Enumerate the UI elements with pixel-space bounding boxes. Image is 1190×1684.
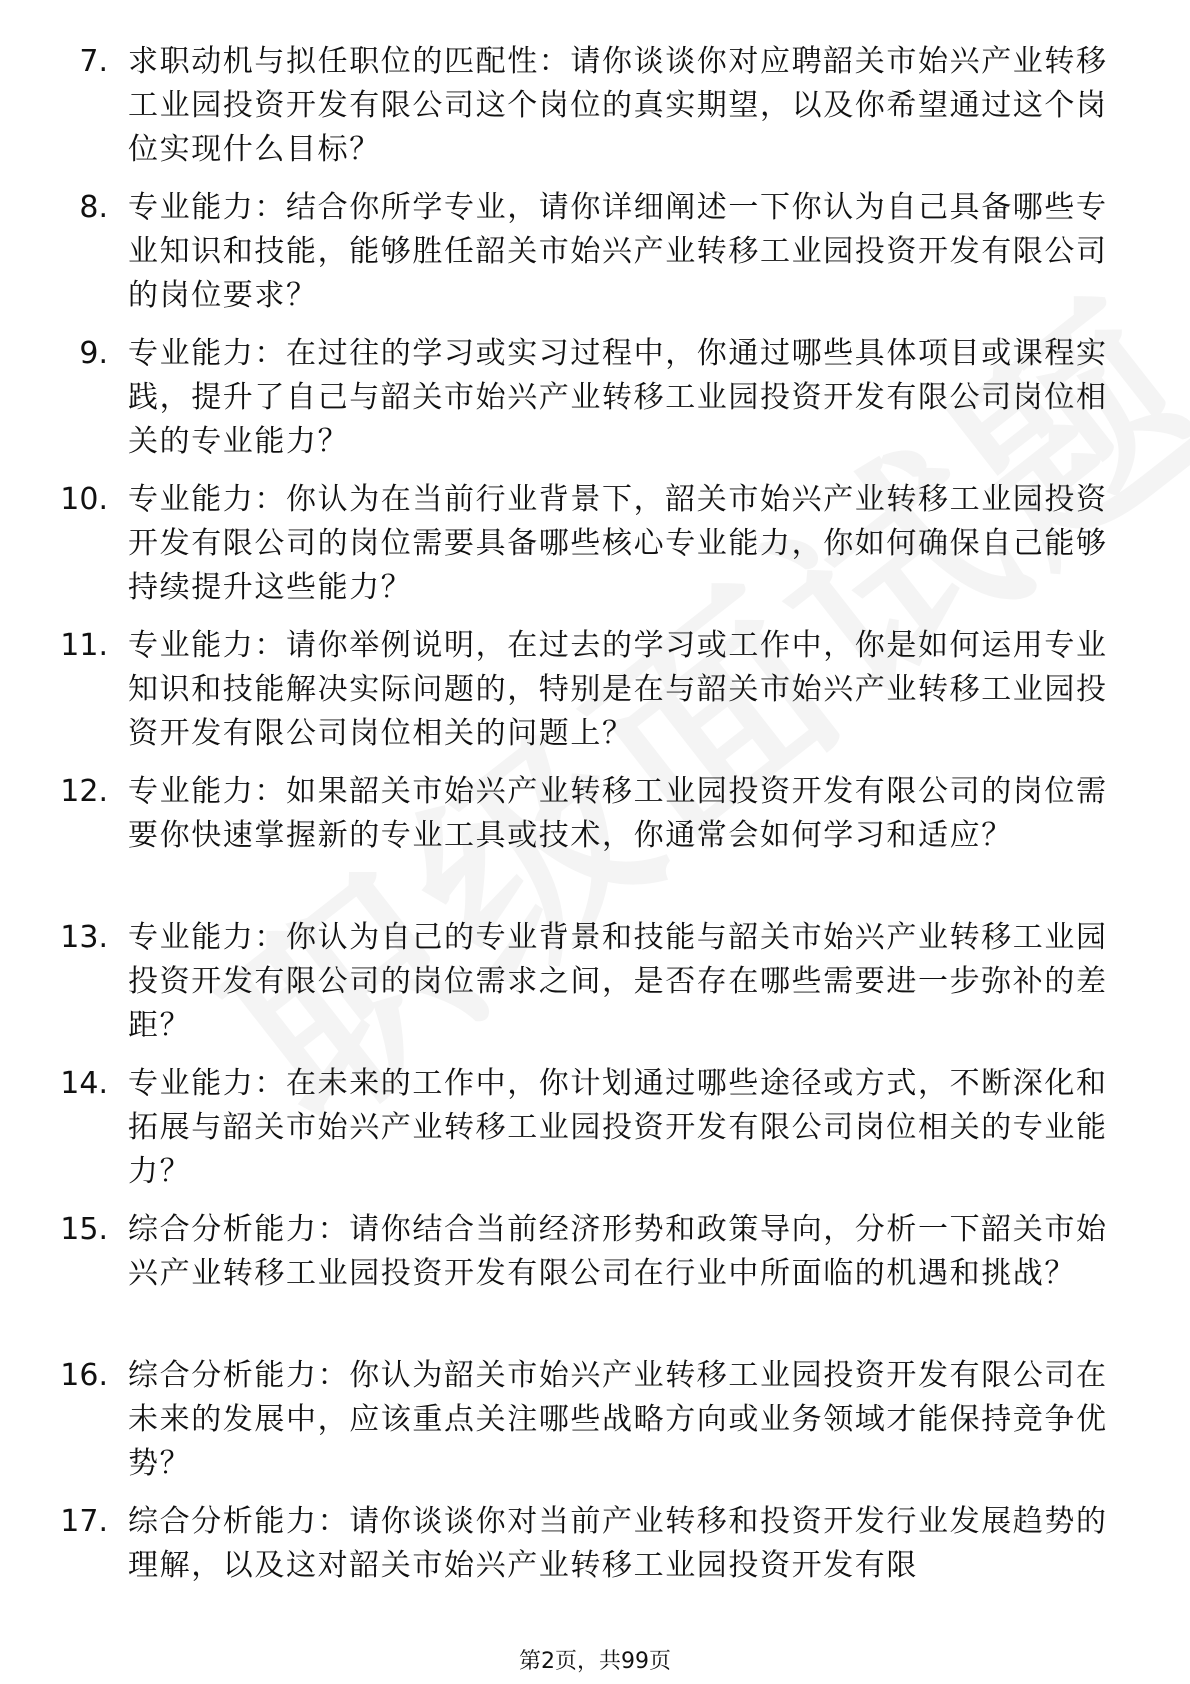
question-text: 专业能力：你认为自己的专业背景和技能与韶关市始兴产业转移工业园投资开发有限公司的岗位需求之间，是否存在哪些需要进一步弥补的差距？	[128, 920, 1108, 1043]
question-number: 8.	[79, 190, 108, 225]
question-number: 13.	[60, 920, 108, 955]
question-item	[0, 624, 1190, 756]
question-text: 求职动机与拟任职位的匹配性：请你谈谈你对应聘韶关市始兴产业转移工业园投资开发有限公司这个岗位的真实期望，以及你希望通过这个岗位实现什么目标？	[128, 44, 1108, 167]
question-item	[0, 40, 1190, 172]
question-item	[0, 770, 1190, 902]
question-number: 10.	[60, 482, 108, 517]
question-number: 9.	[79, 336, 108, 371]
question-number: 17.	[60, 1504, 108, 1539]
question-text: 专业能力：你认为在当前行业背景下，韶关市始兴产业转移工业园投资开发有限公司的岗位需要具备哪些核心专业能力，你如何确保自己能够持续提升这些能力？	[128, 482, 1108, 605]
question-number: 14.	[60, 1066, 108, 1101]
question-text: 专业能力：在未来的工作中，你计划通过哪些途径或方式，不断深化和拓展与韶关市始兴产业转移工业园投资开发有限公司岗位相关的专业能力？	[128, 1066, 1108, 1189]
question-item	[0, 1500, 1190, 1632]
question-item	[0, 1354, 1190, 1486]
question-text: 综合分析能力：请你谈谈你对当前产业转移和投资开发行业发展趋势的理解，以及这对韶关市始兴产业转移工业园投资开发有限	[128, 1504, 1108, 1583]
question-text: 专业能力：在过往的学习或实习过程中，你通过哪些具体项目或课程实践，提升了自己与韶关市始兴产业转移工业园投资开发有限公司岗位相关的专业能力？	[128, 336, 1108, 459]
question-text: 专业能力：如果韶关市始兴产业转移工业园投资开发有限公司的岗位需要你快速掌握新的专业工具或技术，你通常会如何学习和适应？	[128, 774, 1108, 853]
question-text: 专业能力：请你举例说明，在过去的学习或工作中，你是如何运用专业知识和技能解决实际问题的，特别是在与韶关市始兴产业转移工业园投资开发有限公司岗位相关的问题上？	[128, 628, 1108, 751]
question-item	[0, 186, 1190, 318]
question-item	[0, 1062, 1190, 1194]
question-text: 专业能力：结合你所学专业，请你详细阐述一下你认为自己具备哪些专业知识和技能，能够胜任韶关市始兴产业转移工业园投资开发有限公司的岗位要求？	[128, 190, 1108, 313]
question-text: 综合分析能力：请你结合当前经济形势和政策导向，分析一下韶关市始兴产业转移工业园投资开发有限公司在行业中所面临的机遇和挑战？	[128, 1212, 1108, 1291]
question-item	[0, 1208, 1190, 1340]
page-footer	[0, 1644, 1190, 1675]
question-text: 综合分析能力：你认为韶关市始兴产业转移工业园投资开发有限公司在未来的发展中，应该重点关注哪些战略方向或业务领域才能保持竞争优势？	[128, 1358, 1108, 1481]
question-item	[0, 332, 1190, 464]
question-number: 11.	[60, 628, 108, 663]
question-list	[0, 40, 1190, 1646]
question-number: 7.	[79, 44, 108, 79]
question-number: 15.	[60, 1212, 108, 1247]
question-number: 16.	[60, 1358, 108, 1393]
question-number: 12.	[60, 774, 108, 809]
page-number-label: 第2页，共99页	[519, 1649, 671, 1674]
question-item	[0, 916, 1190, 1048]
question-item	[0, 478, 1190, 610]
